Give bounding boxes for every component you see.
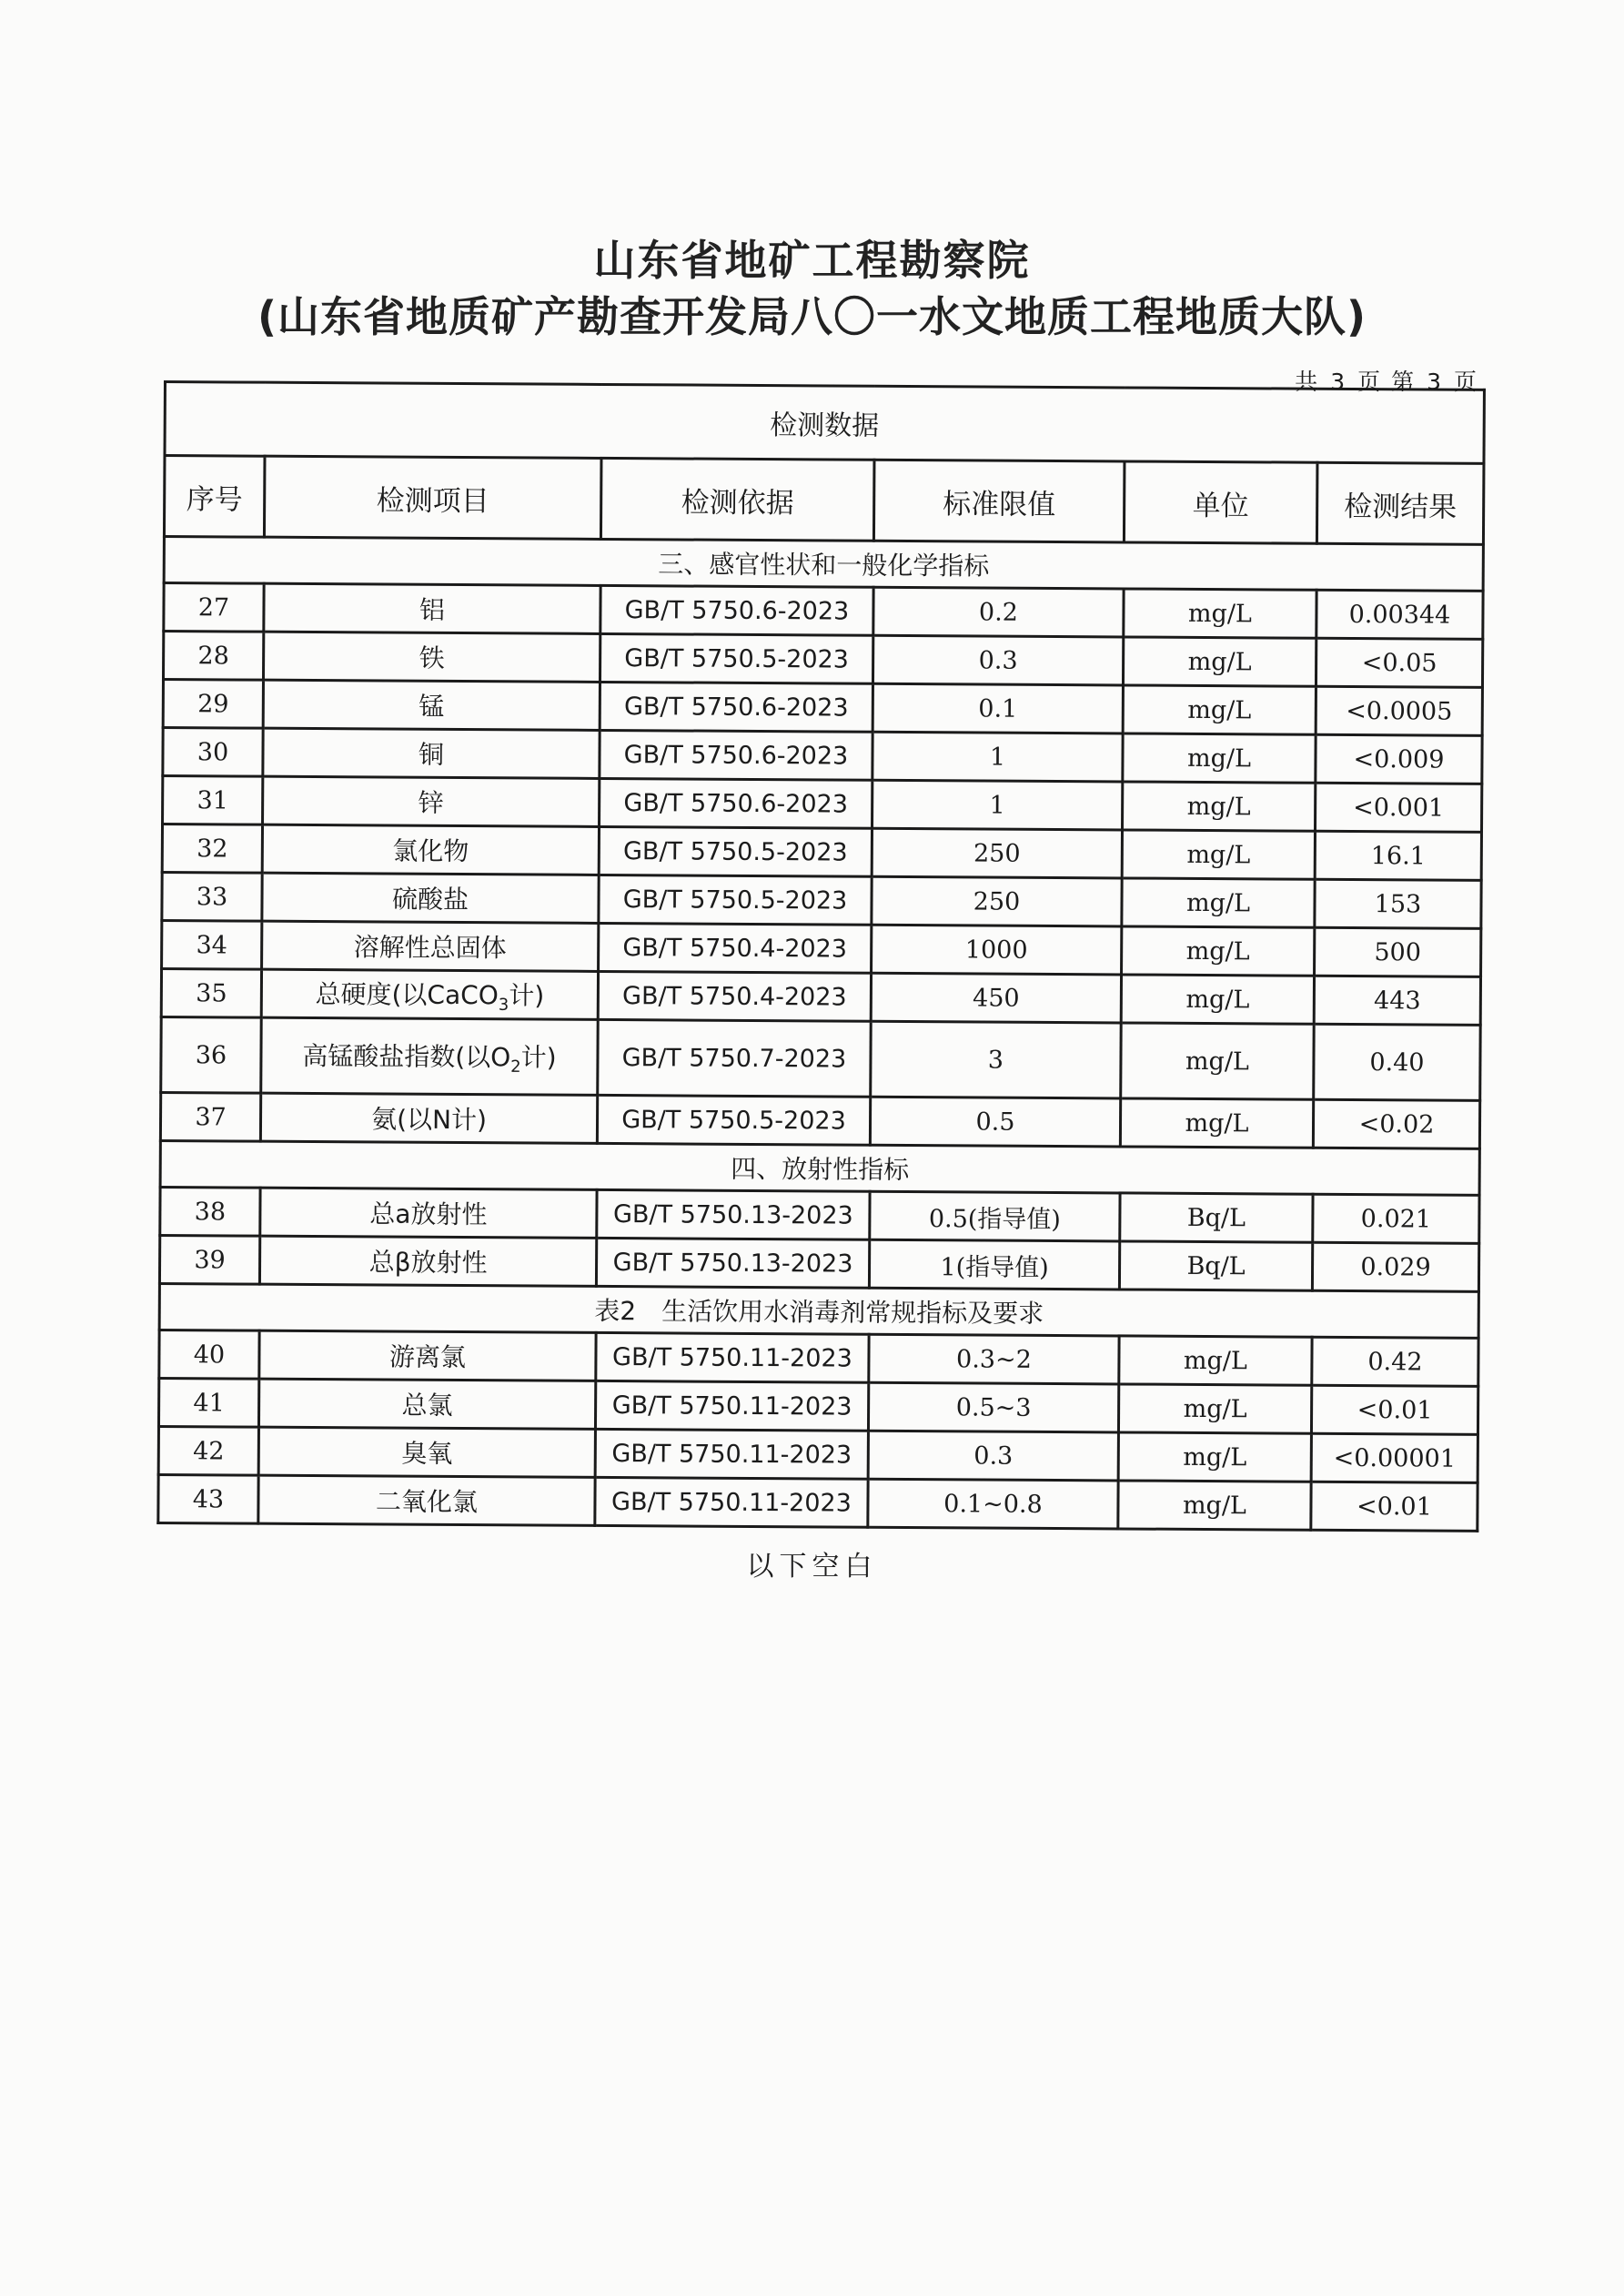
page-current-prefix: 第 bbox=[1391, 369, 1417, 395]
standard-limit: 0.5~3 bbox=[868, 1382, 1118, 1432]
test-item bbox=[261, 1017, 599, 1095]
column-header: 单位 bbox=[1124, 461, 1317, 543]
table-row bbox=[162, 824, 1481, 881]
table-row bbox=[159, 1235, 1478, 1291]
row-number: 38 bbox=[160, 1187, 260, 1236]
test-result: 153 bbox=[1315, 879, 1481, 928]
test-data-table bbox=[156, 380, 1486, 1532]
test-result: 0.029 bbox=[1312, 1242, 1478, 1291]
test-result: 0.021 bbox=[1313, 1194, 1479, 1243]
unit: mg/L bbox=[1123, 782, 1316, 831]
row-number: 29 bbox=[163, 680, 263, 729]
section-header-row bbox=[159, 1283, 1478, 1338]
standard-limit: 0.5 bbox=[870, 1097, 1120, 1147]
page-current: 3 bbox=[1427, 369, 1443, 395]
test-result: <0.02 bbox=[1313, 1099, 1479, 1148]
test-result: <0.0005 bbox=[1316, 686, 1482, 735]
row-number: 30 bbox=[163, 728, 263, 777]
section-title: 四、放射性指标 bbox=[160, 1140, 1479, 1195]
page-total: 3 bbox=[1330, 369, 1347, 395]
standard-limit: 3 bbox=[871, 1021, 1122, 1098]
table-row bbox=[163, 776, 1482, 833]
test-result: <0.00001 bbox=[1311, 1433, 1478, 1482]
unit: mg/L bbox=[1118, 1432, 1311, 1482]
unit: mg/L bbox=[1122, 830, 1315, 879]
page-total-prefix: 共 bbox=[1295, 369, 1320, 395]
row-number: 39 bbox=[159, 1235, 259, 1284]
table-row bbox=[158, 1426, 1478, 1482]
test-item: 锌 bbox=[263, 776, 600, 826]
unit: Bq/L bbox=[1120, 1193, 1313, 1242]
test-method: GB/T 5750.6-2023 bbox=[600, 778, 873, 828]
table-row bbox=[163, 728, 1482, 784]
test-method: GB/T 5750.5-2023 bbox=[599, 875, 872, 925]
row-number: 28 bbox=[163, 632, 263, 681]
table-caption: 检测数据 bbox=[165, 382, 1484, 464]
test-item: 铝 bbox=[264, 583, 600, 633]
test-item: 溶解性总固体 bbox=[262, 921, 599, 971]
table-row bbox=[162, 872, 1481, 928]
row-number: 42 bbox=[158, 1426, 258, 1475]
standard-limit: 1 bbox=[873, 732, 1123, 782]
test-item: 总氯 bbox=[258, 1379, 595, 1429]
row-number: 32 bbox=[162, 824, 262, 874]
test-result: 500 bbox=[1315, 927, 1481, 976]
unit: mg/L bbox=[1123, 733, 1316, 783]
table-row bbox=[162, 920, 1481, 976]
test-result: 0.42 bbox=[1312, 1337, 1478, 1386]
column-header: 检测项目 bbox=[264, 456, 601, 539]
test-method: GB/T 5750.5-2023 bbox=[599, 826, 872, 876]
test-method: GB/T 5750.7-2023 bbox=[598, 1019, 872, 1097]
column-header: 检测结果 bbox=[1316, 462, 1484, 544]
institute-subtitle: (山东省地质矿产勘查开发局八〇一水文地质工程地质大队) bbox=[257, 292, 1367, 341]
test-item: 臭氧 bbox=[258, 1427, 595, 1477]
unit: Bq/L bbox=[1119, 1241, 1312, 1290]
table-row bbox=[159, 1330, 1478, 1386]
row-number: 41 bbox=[158, 1378, 258, 1427]
page-current-unit: 页 bbox=[1453, 369, 1478, 395]
test-result: <0.01 bbox=[1311, 1385, 1478, 1434]
section-header-row bbox=[160, 1140, 1479, 1195]
standard-limit: 1(指导值) bbox=[869, 1239, 1119, 1290]
test-method: GB/T 5750.11-2023 bbox=[595, 1429, 868, 1479]
test-item: 二氧化氯 bbox=[258, 1475, 595, 1525]
column-header: 检测依据 bbox=[600, 458, 874, 541]
unit: mg/L bbox=[1120, 1098, 1313, 1148]
test-item-subscript: 3 bbox=[498, 995, 509, 1015]
unit: mg/L bbox=[1122, 878, 1315, 927]
unit: mg/L bbox=[1121, 975, 1314, 1024]
standard-limit: 0.2 bbox=[873, 587, 1124, 637]
unit: mg/L bbox=[1123, 685, 1316, 734]
test-item: 总β放射性 bbox=[259, 1236, 596, 1286]
test-method: GB/T 5750.4-2023 bbox=[599, 923, 872, 973]
test-method: GB/T 5750.11-2023 bbox=[596, 1332, 869, 1382]
test-method: GB/T 5750.11-2023 bbox=[595, 1477, 868, 1527]
test-item: 锰 bbox=[263, 680, 600, 730]
standard-limit: 0.1 bbox=[873, 683, 1123, 733]
standard-limit: 1000 bbox=[872, 925, 1122, 975]
page-unit: 页 bbox=[1357, 369, 1383, 395]
row-number: 36 bbox=[161, 1017, 262, 1093]
standard-limit: 0.3~2 bbox=[869, 1334, 1119, 1384]
test-item: 氯化物 bbox=[262, 824, 599, 875]
table-row bbox=[163, 632, 1482, 688]
row-number: 34 bbox=[162, 920, 262, 969]
standard-limit: 0.3 bbox=[873, 635, 1123, 685]
test-item-text: 高锰酸盐指数(以O bbox=[302, 1040, 511, 1073]
test-item: 硫酸盐 bbox=[262, 873, 599, 923]
test-result: 16.1 bbox=[1315, 831, 1481, 880]
test-method: GB/T 5750.6-2023 bbox=[600, 730, 873, 780]
row-number: 37 bbox=[160, 1092, 260, 1141]
section-header-row bbox=[164, 537, 1483, 592]
row-number: 35 bbox=[161, 968, 261, 1017]
table-row bbox=[163, 680, 1482, 736]
table-row bbox=[158, 1474, 1478, 1531]
test-method: GB/T 5750.13-2023 bbox=[596, 1238, 869, 1288]
table-row bbox=[164, 583, 1483, 640]
standard-limit: 0.5(指导值) bbox=[870, 1191, 1120, 1241]
standard-limit: 0.3 bbox=[868, 1431, 1118, 1481]
standard-limit: 1 bbox=[873, 780, 1123, 830]
test-result: <0.009 bbox=[1316, 734, 1482, 784]
table-header-row bbox=[164, 456, 1484, 545]
test-result: 0.40 bbox=[1314, 1024, 1481, 1100]
test-method: GB/T 5750.13-2023 bbox=[597, 1189, 870, 1239]
blank-below-note: 以下空白 bbox=[746, 1551, 878, 1583]
test-item bbox=[261, 969, 598, 1019]
row-number: 31 bbox=[163, 776, 263, 825]
standard-limit: 250 bbox=[872, 828, 1122, 878]
unit: mg/L bbox=[1122, 926, 1315, 976]
table-row bbox=[161, 968, 1480, 1025]
row-number: 27 bbox=[164, 583, 264, 632]
table-row bbox=[161, 1017, 1480, 1100]
unit: mg/L bbox=[1124, 589, 1316, 638]
test-item: 铁 bbox=[263, 632, 600, 682]
table-row bbox=[160, 1092, 1479, 1148]
column-header: 序号 bbox=[164, 456, 265, 538]
row-number: 40 bbox=[159, 1330, 259, 1379]
table-row bbox=[160, 1187, 1479, 1243]
institute-name: 山东省地矿工程勘察院 bbox=[593, 236, 1031, 285]
test-method: GB/T 5750.6-2023 bbox=[600, 585, 873, 635]
unit: mg/L bbox=[1118, 1384, 1311, 1433]
test-item-suffix: 计) bbox=[509, 980, 545, 1011]
test-result: 443 bbox=[1314, 976, 1480, 1025]
standard-limit: 0.1~0.8 bbox=[868, 1479, 1118, 1529]
table-row bbox=[158, 1378, 1478, 1434]
unit: mg/L bbox=[1123, 637, 1316, 686]
test-result: <0.01 bbox=[1311, 1482, 1478, 1531]
standard-limit: 250 bbox=[872, 876, 1122, 926]
unit: mg/L bbox=[1118, 1481, 1311, 1530]
unit: mg/L bbox=[1119, 1336, 1312, 1385]
section-title: 三、感官性状和一般化学指标 bbox=[164, 537, 1483, 592]
test-item: 游离氯 bbox=[259, 1330, 596, 1381]
test-item-subscript: 2 bbox=[510, 1057, 521, 1077]
test-result: <0.001 bbox=[1315, 783, 1481, 832]
test-item: 总a放射性 bbox=[260, 1188, 597, 1238]
standard-limit: 450 bbox=[871, 973, 1121, 1023]
test-method: GB/T 5750.6-2023 bbox=[600, 682, 873, 732]
test-method: GB/T 5750.5-2023 bbox=[600, 633, 873, 683]
unit: mg/L bbox=[1121, 1023, 1315, 1099]
test-method: GB/T 5750.5-2023 bbox=[597, 1095, 870, 1145]
test-result: 0.00344 bbox=[1316, 590, 1483, 639]
test-item-text: 总硬度(以CaCO bbox=[315, 978, 499, 1010]
row-number: 43 bbox=[158, 1474, 258, 1523]
row-number: 33 bbox=[162, 872, 262, 921]
test-item: 铜 bbox=[263, 728, 600, 778]
test-method: GB/T 5750.4-2023 bbox=[598, 971, 871, 1021]
test-method: GB/T 5750.11-2023 bbox=[595, 1381, 868, 1431]
test-item-suffix: 计) bbox=[520, 1042, 557, 1073]
test-result: <0.05 bbox=[1316, 638, 1482, 687]
column-header: 标准限值 bbox=[873, 460, 1125, 542]
test-item: 氨(以N计) bbox=[260, 1093, 597, 1143]
section-title: 表2 生活饮用水消毒剂常规指标及要求 bbox=[159, 1283, 1478, 1338]
